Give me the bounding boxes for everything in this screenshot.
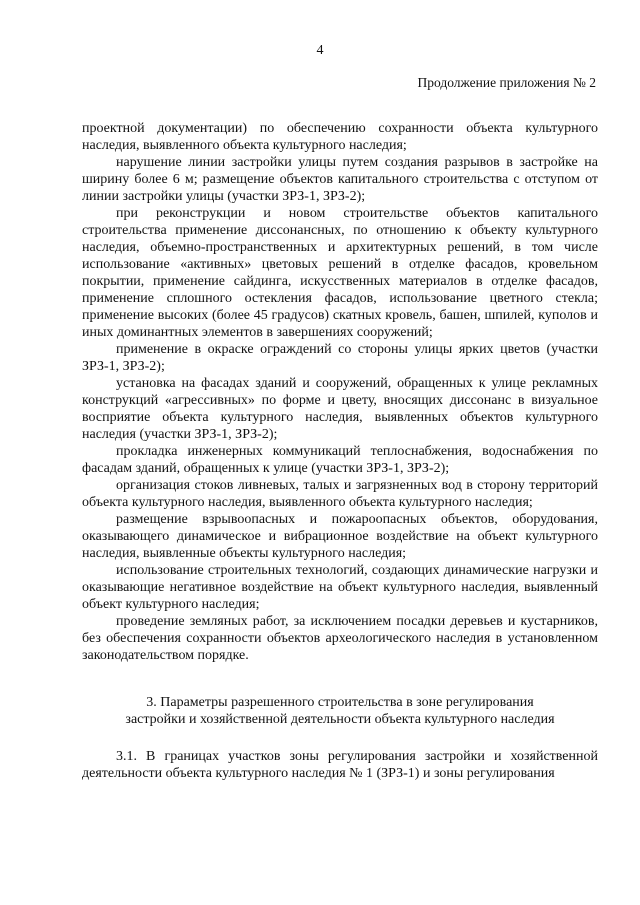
paragraph: проектной документации) по обеспечению сохранности объекта культурного наследия, выявленного объекта культурного наследия;: [82, 121, 598, 153]
paragraph: организация стоков ливневых, талых и загрязненных вод в сторону территорий объекта культурного наследия, выявленного объекта культурного наследия;: [82, 478, 598, 510]
section-paragraph: 3.1. В границах участков зоны регулирования застройки и хозяйственной деятельности объекта культурного наследия № 1 (ЗРЗ-1) и зоны регулирования: [82, 749, 598, 781]
paragraph: использование строительных технологий, создающих динамические нагрузки и оказывающие негативное воздействие на объект культурного наследия, выявленный объект культурного наследия;: [82, 563, 598, 612]
document-body: [82, 120, 598, 782]
section-heading: [82, 694, 598, 728]
appendix-continuation-note: Продолжение приложения № 2: [417, 75, 596, 90]
paragraph: применение в окраске ограждений со стороны улицы ярких цветов (участки ЗРЗ-1, ЗРЗ-2);: [82, 342, 598, 374]
paragraph: проведение земляных работ, за исключением посадки деревьев и кустарников, без обеспечения сохранности объектов археологического наследия в установленном законодательством порядке.: [82, 614, 598, 663]
paragraph: установка на фасадах зданий и сооружений, обращенных к улице рекламных конструкций «агрессивных» по форме и цвету, вносящих диссонанс в визуальное восприятие объекта культурного наследия, выявленных объектов культурного наследия (участки ЗРЗ-1, ЗРЗ-2);: [82, 376, 598, 442]
page-number: 4: [316, 43, 324, 58]
paragraph: нарушение линии застройки улицы путем создания разрывов в застройке на ширину более 6 м; размещение объектов капитального строительства с отступом от линии застройки улицы (участки ЗРЗ-1, ЗРЗ-2);: [82, 155, 598, 204]
paragraph: размещение взрывоопасных и пожароопасных объектов, оборудования, оказывающего динамическое и вибрационное воздействие на объект культурного наследия, выявленные объекты культурного наследия;: [82, 512, 598, 561]
paragraph: при реконструкции и новом строительстве объектов капитального строительства применение диссонансных, по отношению к объекту культурного наследия, объемно-пространственных и архитектурных решений, в том числе использование «активных» цветовых решений в отделке фасадов, кровельном покрытии, применение сайдинга, искусственных материалов в отделке фасадов, применение сплошного остекления фасадов, использование цветного стекла; применение высоких (более 45 градусов) скатных кровель, башен, шпилей, куполов и иных доминантных элементов в завершениях сооружений;: [82, 206, 598, 340]
section-heading-line: 3. Параметры разрешенного строительства в зоне регулирования: [146, 695, 534, 710]
paragraph: прокладка инженерных коммуникаций теплоснабжения, водоснабжения по фасадам зданий, обращенных к улице (участки ЗРЗ-1, ЗРЗ-2);: [82, 444, 598, 476]
section-heading-line: застройки и хозяйственной деятельности объекта культурного наследия: [125, 712, 555, 727]
